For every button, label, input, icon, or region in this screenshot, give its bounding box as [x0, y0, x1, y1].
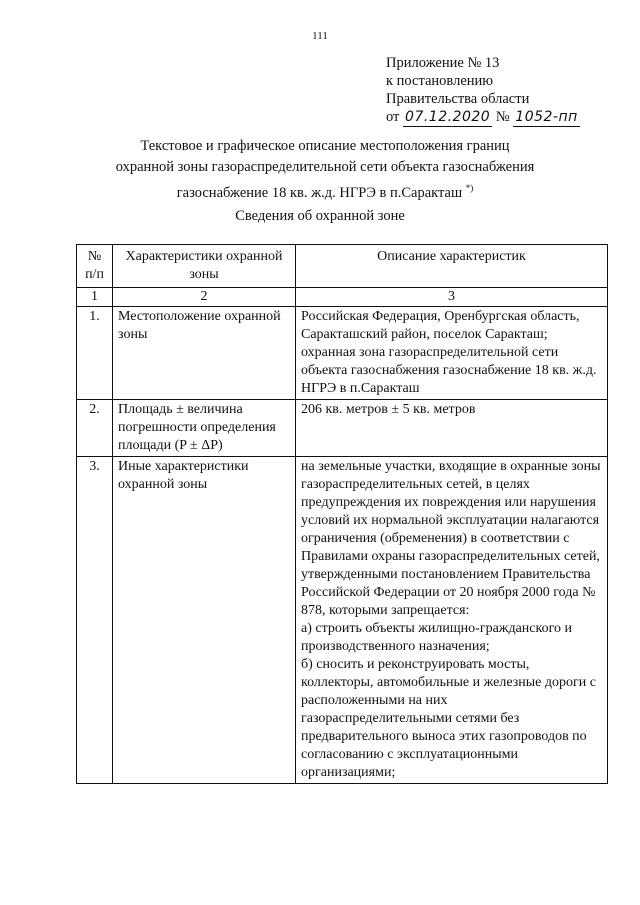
row-characteristic: Площадь ± величина погрешности определения площади (P ± ΔP) — [113, 400, 296, 457]
header-num: № п/п — [77, 245, 113, 288]
row-number: 3. — [77, 457, 113, 784]
title-line-1: Текстовое и графическое описание местоположения границ — [140, 138, 510, 154]
title-line-2: охранной зоны газораспределительной сети объекта газоснабжения — [115, 159, 535, 175]
description-intro: на земельные участки, входящие в охранные зоны газораспределительных сетей, в целях предупреждения их повреждения или нарушения условий их нормальной эксплуатации налагаются ограничения (обременения) в соответствии с Правилами охраны газораспределительных сетей, утвержденными постановлением Правительства Российской Федерации от 20 ноября 2000 года № 878, которыми запрещается: — [301, 459, 601, 618]
table-row — [77, 400, 608, 457]
date-prefix: от — [386, 109, 400, 125]
column-number: 1 — [77, 288, 113, 307]
appendix-date-line — [386, 108, 626, 127]
row-description — [296, 457, 608, 784]
restriction-item-a: а) строить объекты жилищно-гражданского и производственного назначения; — [301, 621, 572, 654]
row-description: Российская Федерация, Оренбургская область, Саракташский район, поселок Саракташ; охранная зона газораспределительной сети объекта газоснабжения газоснабжение 18 кв. ж.д. НГРЭ в п.Саракташ — [296, 307, 608, 400]
protection-zone-table — [76, 244, 608, 784]
footnote-mark: *) — [465, 183, 474, 193]
header-description: Описание характеристик — [296, 245, 608, 288]
column-number: 2 — [113, 288, 296, 307]
handwritten-number: 1052-пп — [515, 109, 578, 125]
section-title: Сведения об охранной зоне — [235, 208, 405, 224]
column-number: 3 — [296, 288, 608, 307]
document-title — [60, 136, 590, 204]
appendix-line-1: Приложение № 13 — [386, 55, 500, 71]
title-line-3: газоснабжение 18 кв. ж.д. НГРЭ в п.Саракташ *) — [176, 183, 474, 201]
number-sign: № — [495, 109, 510, 125]
row-number: 2. — [77, 400, 113, 457]
appendix-line-3: Правительства области — [386, 91, 530, 107]
header-characteristic: Характеристики охранной зоны — [113, 245, 296, 288]
handwritten-date: 07.12.2020 — [405, 109, 491, 125]
row-characteristic: Местоположение охранной зоны — [113, 307, 296, 400]
table-row — [77, 307, 608, 400]
row-description: 206 кв. метров ± 5 кв. метров — [296, 400, 608, 457]
row-characteristic: Иные характеристики охранной зоны — [113, 457, 296, 784]
row-number: 1. — [77, 307, 113, 400]
page-number: 111 — [312, 30, 328, 42]
restriction-item-b: б) сносить и реконструировать мосты, коллекторы, автомобильные и железные дороги с расположенными на них газораспределительными сетями без предварительного выноса этих газопроводов по согласованию с эксплуатационными организациями; — [301, 657, 596, 780]
appendix-block — [386, 54, 626, 127]
appendix-line-2: к постановлению — [386, 73, 494, 89]
table-row — [77, 457, 608, 784]
column-number-row — [77, 288, 608, 307]
table-header-row — [77, 245, 608, 288]
